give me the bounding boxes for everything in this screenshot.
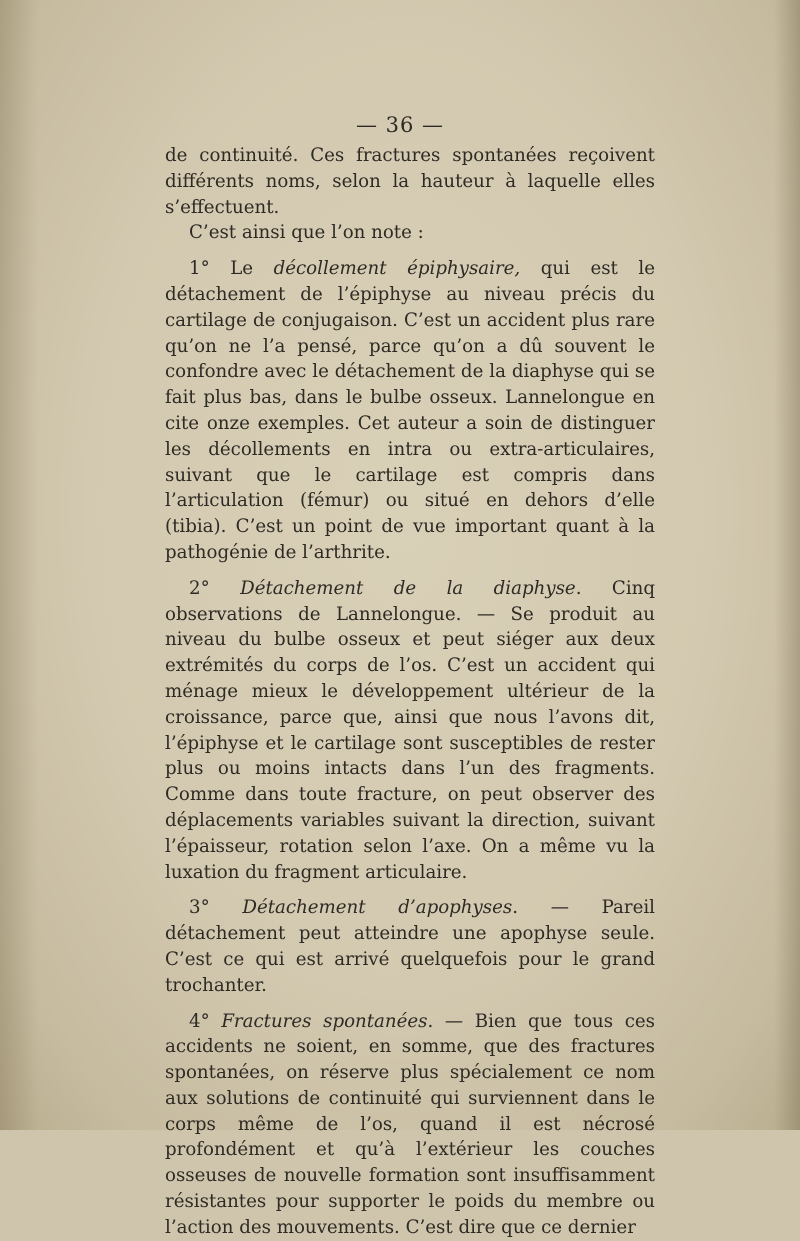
page-number: — 36 — (355, 113, 445, 137)
paragraph-3-lead: 2° (189, 577, 241, 599)
paragraph-4-body: . — Pareil détachement peut atteindre une apophyse seule. C’est ce qui est arrivé quelquefois pour le grand trochanter. (165, 897, 655, 996)
paragraph-5-italic: Fractures spontanées (221, 1010, 428, 1032)
paragraph-4-italic: Détachement d’apophyses (242, 897, 513, 919)
paragraph-1-text: C’est ainsi que l’on note : (189, 222, 424, 244)
paragraph-2-lead: 1° Le (189, 258, 274, 280)
paragraph-4 (165, 895, 655, 998)
paragraph-0 (165, 143, 655, 220)
paragraph-1 (165, 220, 655, 246)
paragraph-2 (165, 256, 655, 566)
paragraph-3-body: . Cinq observations de Lannelongue. — Se produit au niveau du bulbe osseux et peut siéger aux deux extrémités du corps de l’os. C’est un accident qui ménage mieux le développement ultérieur de la croissance, parce que, ainsi que nous l’avons dit, l’épiphyse et le cartilage sont susceptibles de rester plus ou moins intacts dans l’un des fragments. Comme dans toute fracture, on peut observer des déplacements variables suivant la direction, suivant l’épaisseur, rotation selon l’axe. On a même vu la luxation du fragment articulaire. (165, 577, 656, 883)
paragraph-3-italic: Détachement de la diaphyse (240, 577, 576, 599)
paragraph-5-body: . — Bien que tous ces accidents ne soient, en somme, que des fractures spontanées, on réserve plus spécialement ce nom aux solutions de continuité qui surviennent dans le corps même de l’os, quand il est nécrosé profondément et qu’à l’extérieur les couches osseuses de nouvelle formation sont insuffisamment résistantes pour supporter le poids du membre ou l’action des mouvements. C’est dire que ce dernier (165, 1010, 656, 1238)
paragraph-2-italic: décollement épiphysaire, (273, 258, 521, 280)
body-text (165, 143, 655, 1241)
paragraph-2-body: qui est le détachement de l’épiphyse au niveau précis du cartilage de conjugaison. C’est un accident plus rare qu’on ne l’a pensé, parce qu’on a dû souvent le confondre avec le détachement de la diaphyse qui se fait plus bas, dans le bulbe osseux. Lannelongue en cite onze exemples. Cet auteur a soin de distinguer les décollements en intra ou extra-articulaires, suivant que le cartilage est compris dans l’articulation (fémur) ou situé en dehors d’elle (tibia). C’est un point de vue important quant à la pathogénie de l’arthrite. (165, 258, 655, 563)
paragraph-4-lead: 3° (189, 897, 243, 919)
paragraph-0-text: de continuité. Ces fractures spontanées reçoivent différents noms, selon la hauteur à laquelle elles s’effectuent. (165, 145, 655, 218)
paragraph-5-lead: 4° (189, 1010, 222, 1032)
paragraph-3 (165, 576, 655, 886)
paragraph-5 (165, 1009, 655, 1241)
